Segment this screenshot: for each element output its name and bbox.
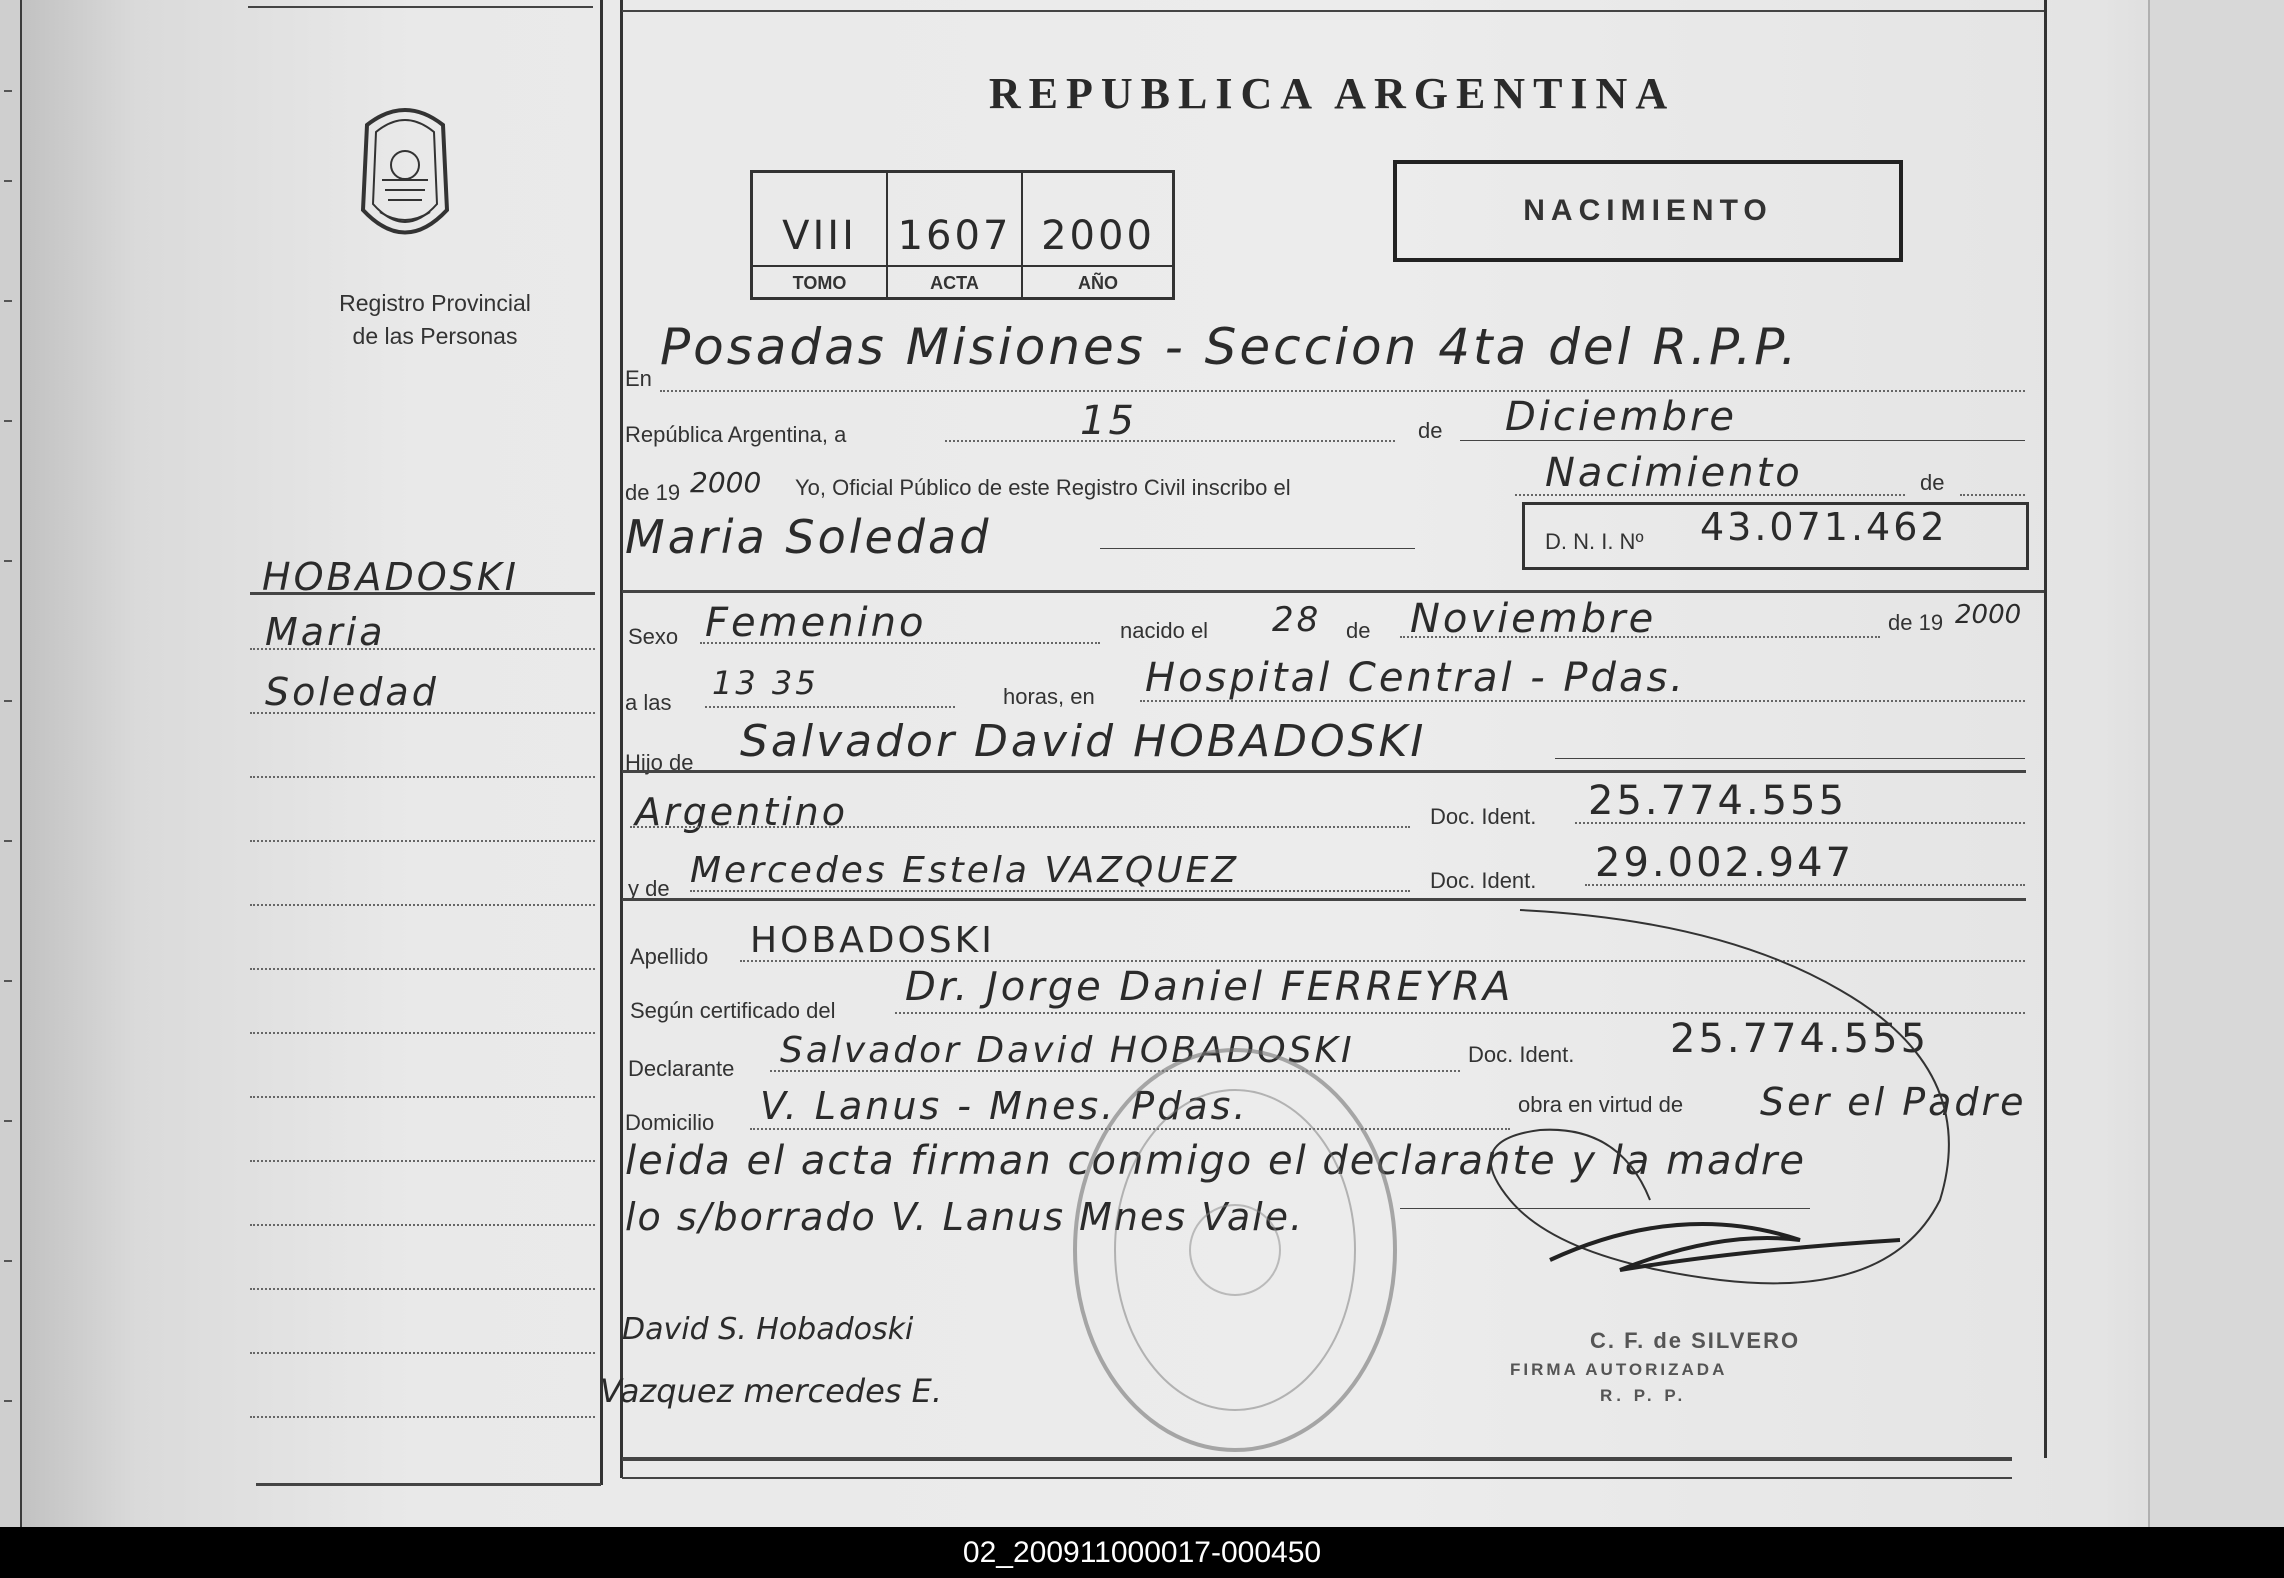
record-type-box: NACIMIENTO bbox=[1393, 160, 1903, 262]
apellido-value: HOBADOSKI bbox=[750, 920, 995, 961]
hijo-label: Hijo de bbox=[625, 750, 694, 775]
day-value: 15 bbox=[1080, 398, 1137, 444]
segun-label: Según certificado del bbox=[630, 998, 836, 1023]
yo-oficial-text: Yo, Oficial Público de este Registro Civil inscribo el bbox=[795, 475, 1291, 500]
de-label: de bbox=[1418, 418, 1443, 443]
obra-value: Ser el Padre bbox=[1760, 1080, 2027, 1124]
declarante-doc: 25.774.555 bbox=[1670, 1016, 1930, 1062]
declarante-label: Declarante bbox=[628, 1056, 735, 1081]
en-value: Posadas Misiones - Seccion 4ta del R.P.P. bbox=[660, 318, 1800, 376]
horas-label: horas, en bbox=[1003, 684, 1095, 709]
firma-madre: Vazquez mercedes E. bbox=[600, 1372, 943, 1410]
sexo-label: Sexo bbox=[628, 624, 679, 649]
nacido-year: 2000 bbox=[1955, 600, 2022, 630]
declarante-doc-label: Doc. Ident. bbox=[1468, 1042, 1575, 1067]
stub-name2: Soledad bbox=[265, 670, 439, 714]
official-stamp bbox=[1065, 1040, 1405, 1460]
acto-value: Nacimiento bbox=[1545, 450, 1803, 496]
registry-name-line1: Registro Provincial bbox=[339, 290, 531, 316]
month-value: Diciembre bbox=[1505, 394, 1738, 440]
firma-autorizada: FIRMA AUTORIZADA bbox=[1510, 1360, 1728, 1379]
certificado-value: Dr. Jorge Daniel FERREYRA bbox=[905, 964, 1514, 1010]
republica-label: República Argentina, a bbox=[625, 422, 847, 447]
sexo-value: Femenino bbox=[705, 600, 927, 646]
nacido-de-label: de bbox=[1346, 618, 1371, 643]
stub-surname: HOBADOSKI bbox=[262, 555, 519, 599]
domicilio-value: V. Lanus - Mnes. Pdas. bbox=[760, 1084, 1249, 1128]
declarante-value: Salvador David HOBADOSKI bbox=[780, 1030, 1355, 1071]
acta-label: ACTA bbox=[930, 273, 979, 293]
hora-value: 13 35 bbox=[712, 664, 819, 702]
misiones-seal bbox=[352, 100, 458, 250]
ano-label: AÑO bbox=[1078, 273, 1118, 293]
madre-doc-label: Doc. Ident. bbox=[1430, 868, 1537, 893]
stub-name1: Maria bbox=[265, 610, 386, 654]
padre-value: Salvador David HOBADOSKI bbox=[740, 716, 1427, 767]
year-value: 2000 bbox=[690, 466, 762, 499]
tomo-label: TOMO bbox=[792, 273, 847, 293]
lugar-value: Hospital Central - Pdas. bbox=[1145, 655, 1687, 701]
padre-doc: 25.774.555 bbox=[1588, 778, 1848, 824]
tomo-value: VIII bbox=[782, 213, 857, 259]
file-name-label: 02_200911000017-000450 bbox=[962, 1536, 1322, 1569]
nota-line-2: lo s/borrado V. Lanus Mnes Vale. bbox=[625, 1195, 1305, 1239]
registry-name-line2: de las Personas bbox=[352, 323, 518, 349]
acta-value: 1607 bbox=[897, 213, 1012, 259]
nacido-dia: 28 bbox=[1272, 600, 1322, 640]
firma-padre: David S. Hobadoski bbox=[622, 1312, 914, 1347]
ano-value: 2000 bbox=[1041, 213, 1155, 259]
alas-label: a las bbox=[625, 690, 672, 715]
madre-value: Mercedes Estela VAZQUEZ bbox=[690, 850, 1239, 891]
dni-label: D. N. I. Nº bbox=[1545, 529, 1644, 554]
domicilio-label: Domicilio bbox=[625, 1110, 715, 1135]
padre-doc-label: Doc. Ident. bbox=[1430, 804, 1537, 829]
nacido-mes: Noviembre bbox=[1410, 596, 1657, 642]
rpp-label: R. P. P. bbox=[1600, 1386, 1687, 1405]
nacido-label: nacido el bbox=[1120, 618, 1209, 643]
dni-value: 43.071.462 bbox=[1700, 505, 1948, 549]
obra-label: obra en virtud de bbox=[1518, 1092, 1684, 1117]
nota-line-1: leida el acta firman conmigo el declarante y la madre bbox=[625, 1138, 1806, 1184]
nacido-year-label: de 19 bbox=[1888, 610, 1944, 635]
en-label: En bbox=[625, 366, 652, 391]
yde-label: y de bbox=[628, 876, 670, 901]
padre-nacionalidad: Argentino bbox=[635, 790, 848, 834]
next-sheet-edge bbox=[2148, 0, 2284, 1527]
nombre-value: Maria Soledad bbox=[625, 510, 992, 564]
country-title: REPUBLICA ARGENTINA bbox=[988, 69, 1676, 118]
madre-doc: 29.002.947 bbox=[1595, 840, 1855, 886]
apellido-label: Apellido bbox=[630, 944, 709, 969]
binding-strip bbox=[0, 0, 22, 1527]
record-reference-box bbox=[750, 170, 1175, 300]
de-label-2: de bbox=[1920, 470, 1945, 495]
dni-box bbox=[1522, 502, 2029, 570]
de-year-prefix: de 19 bbox=[625, 480, 681, 505]
oficial-name: C. F. de SILVERO bbox=[1590, 1328, 1801, 1353]
official-signature bbox=[1420, 900, 2040, 1340]
